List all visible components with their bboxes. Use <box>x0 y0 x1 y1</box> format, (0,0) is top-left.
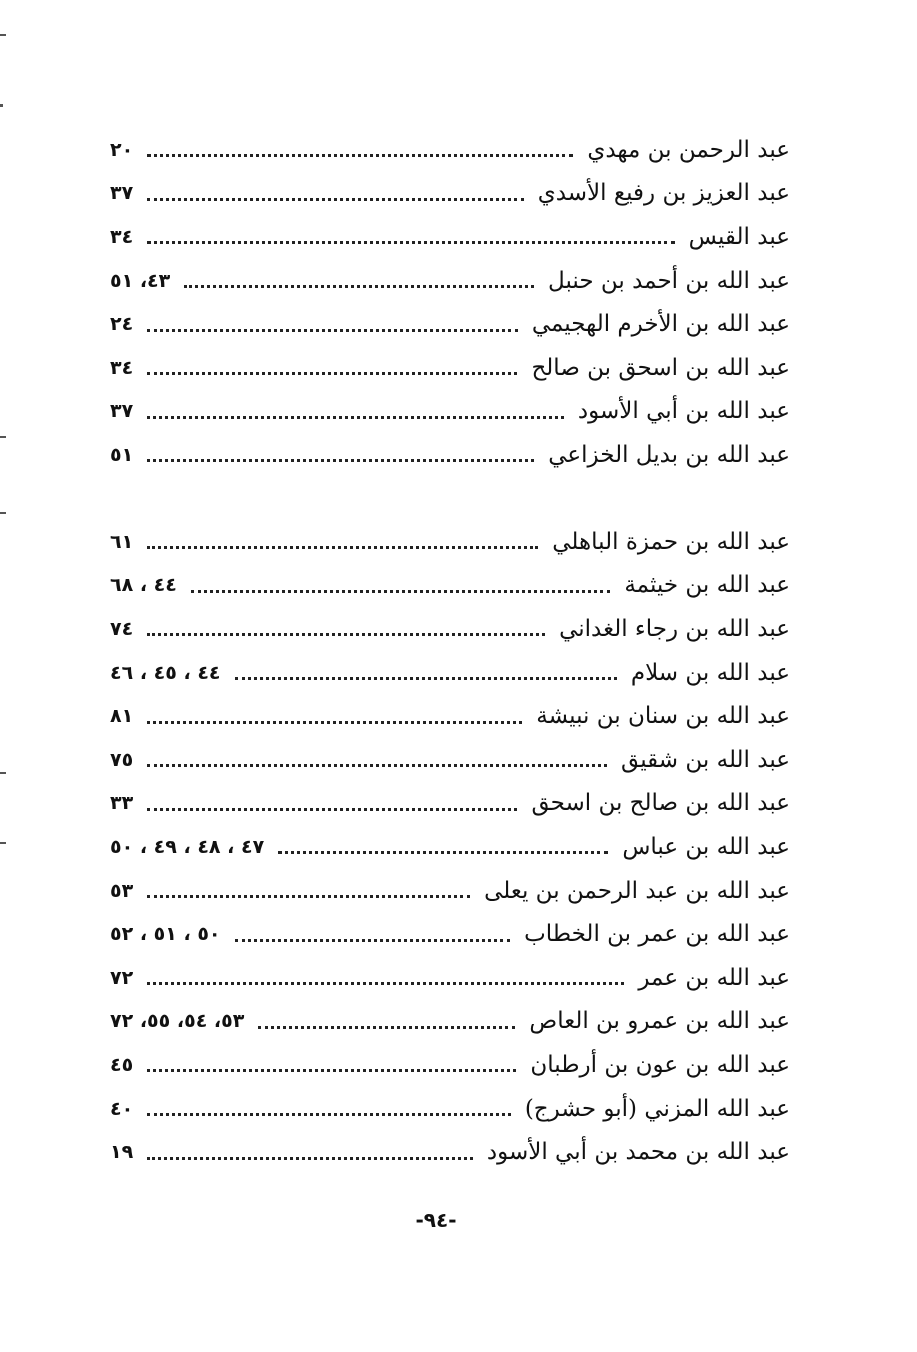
entry-name: عبد الله بن عمرو بن العاص <box>529 1008 790 1035</box>
entry-page-numbers: ٤٠ <box>110 1097 134 1120</box>
entry-page-numbers: ٢٤ <box>110 313 134 336</box>
entry-page-numbers: ٧٥ <box>110 748 134 771</box>
margin-mark <box>0 436 6 438</box>
entry-page-numbers: ٨١ <box>110 705 134 728</box>
margin-mark <box>0 772 6 774</box>
index-entry <box>110 215 790 259</box>
dot-leader <box>147 546 538 549</box>
dot-leader <box>147 241 674 244</box>
entry-name: عبد الله بن خيثمة <box>624 572 790 599</box>
index-entry <box>110 1000 790 1044</box>
entry-page-numbers: ٧٢ <box>110 966 134 989</box>
entry-page-numbers: ٤٤ ، ٦٨ <box>110 574 177 597</box>
entry-name: عبد الله بن شقيق <box>621 746 790 773</box>
dot-leader <box>184 285 534 288</box>
margin-mark <box>0 512 6 514</box>
entry-page-numbers: ٥١ <box>110 443 134 466</box>
dot-leader <box>147 329 518 332</box>
index-entry <box>110 607 790 651</box>
index-entry <box>110 259 790 303</box>
index-entry <box>110 433 790 477</box>
entry-name: عبد الله المزني (أبو حشرج) <box>524 1095 790 1122</box>
dot-leader <box>147 416 564 419</box>
entry-page-numbers: ٣٣ <box>110 792 134 815</box>
entry-name: عبد الله بن بديل الخزاعي <box>548 441 790 468</box>
entry-name: عبد الله بن عبد الرحمن بن يعلى <box>484 877 790 904</box>
entry-page-numbers: ٧٤ <box>110 617 134 640</box>
entry-name: عبد الله بن رجاء الغداني <box>559 615 790 642</box>
margin-mark <box>0 842 6 844</box>
entry-page-numbers: ٥٠ ، ٥١ ، ٥٢ <box>110 923 221 946</box>
entry-page-numbers: ٣٧ <box>110 400 134 423</box>
entry-name: عبد الله بن عباس <box>622 833 790 860</box>
dot-leader <box>147 1113 511 1116</box>
entry-name: عبد الرحمن بن مهدي <box>587 136 790 163</box>
index-entry <box>110 651 790 695</box>
margin-mark <box>0 34 6 36</box>
entry-page-numbers: ٥٣، ٥٤، ٥٥، ٧٢ <box>110 1010 245 1033</box>
entry-name: عبد الله بن الأخرم الهجيمي <box>531 311 790 338</box>
margin-mark <box>0 104 3 107</box>
dot-leader <box>258 1026 515 1029</box>
entry-name: عبد الله بن أحمد بن حنبل <box>548 267 790 294</box>
dot-leader <box>147 1157 473 1160</box>
index-entry <box>110 1043 790 1087</box>
entry-name: عبد العزيز بن رفيع الأسدي <box>537 180 790 207</box>
entry-name: عبد الله بن سنان بن نبيشة <box>536 703 790 730</box>
entry-name: عبد القيس <box>688 223 790 250</box>
dot-leader <box>147 721 522 724</box>
entry-page-numbers: ٣٤ <box>110 356 134 379</box>
index-entry <box>110 825 790 869</box>
dot-leader <box>147 808 517 811</box>
entry-name: عبد الله بن حمزة الباهلي <box>552 528 790 555</box>
index-entry <box>110 390 790 434</box>
index-entry <box>110 912 790 956</box>
index-entry <box>110 1130 790 1174</box>
index-entry <box>110 346 790 390</box>
dot-leader <box>147 198 523 201</box>
entry-name: عبد الله بن محمد بن أبي الأسود <box>486 1139 790 1166</box>
page-number: -٩٤- <box>415 1208 457 1232</box>
dot-leader <box>147 764 607 767</box>
index-entry <box>110 869 790 913</box>
dot-leader <box>235 677 617 680</box>
entry-page-numbers: ٦١ <box>110 530 134 553</box>
entry-name: عبد الله بن سلام <box>630 659 790 686</box>
entry-page-numbers: ٣٤ <box>110 225 134 248</box>
index-list-group-1 <box>110 128 790 477</box>
dot-leader <box>147 459 534 462</box>
dot-leader <box>147 372 517 375</box>
entry-page-numbers: ٤٧ ، ٤٨ ، ٤٩ ، ٥٠ <box>110 835 265 858</box>
entry-page-numbers: ٤٤ ، ٤٥ ، ٤٦ <box>110 661 221 684</box>
index-entry <box>110 520 790 564</box>
index-entry <box>110 694 790 738</box>
dot-leader <box>278 851 608 854</box>
dot-leader <box>147 154 573 157</box>
index-entry <box>110 782 790 826</box>
entry-page-numbers: ٤٥ <box>110 1053 134 1076</box>
dot-leader <box>191 590 610 593</box>
dot-leader <box>147 895 470 898</box>
index-entry <box>110 564 790 608</box>
dot-leader <box>235 939 511 942</box>
index-list-group-2 <box>110 520 790 1174</box>
entry-page-numbers: ٣٧ <box>110 182 134 205</box>
index-entry <box>110 172 790 216</box>
entry-page-numbers: ٤٣، ٥١ <box>110 269 171 292</box>
entry-name: عبد الله بن أبي الأسود <box>577 398 790 425</box>
entry-name: عبد الله بن عون بن أرطبان <box>530 1051 790 1078</box>
entry-name: عبد الله بن صالح بن اسحق <box>531 790 790 817</box>
index-entry <box>110 738 790 782</box>
index-entry <box>110 1087 790 1131</box>
entry-page-numbers: ٥٣ <box>110 879 134 902</box>
entry-page-numbers: ٢٠ <box>110 138 134 161</box>
entry-name: عبد الله بن عمر بن الخطاب <box>524 921 790 948</box>
dot-leader <box>147 982 624 985</box>
entry-name: عبد الله بن اسحق بن صالح <box>531 354 790 381</box>
dot-leader <box>147 1069 516 1072</box>
index-entry <box>110 956 790 1000</box>
entry-page-numbers: ١٩ <box>110 1141 134 1164</box>
dot-leader <box>147 633 545 636</box>
entry-name: عبد الله بن عمر <box>638 964 790 991</box>
index-entry <box>110 128 790 172</box>
index-entry <box>110 302 790 346</box>
